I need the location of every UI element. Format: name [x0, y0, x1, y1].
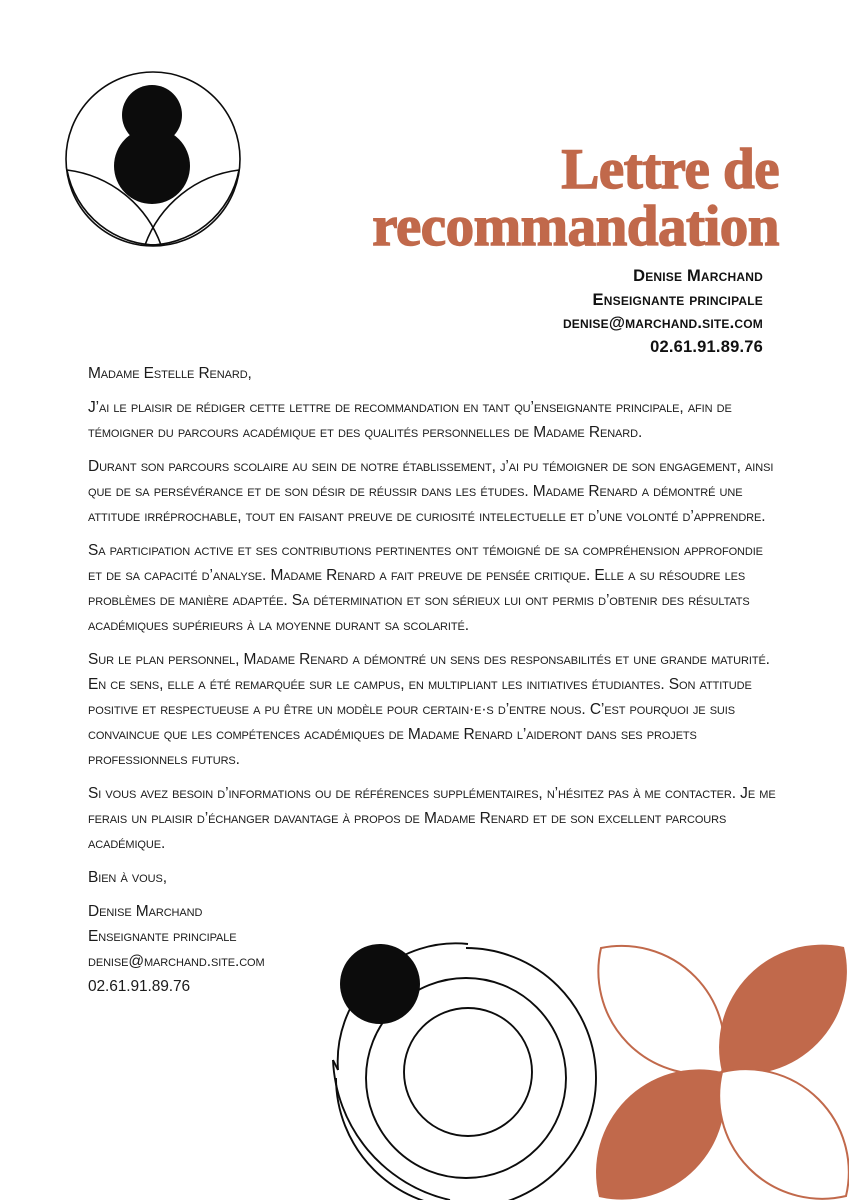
signature-role: Enseignante principale [88, 928, 237, 945]
flower-logo-svg [62, 60, 247, 255]
flower-logo-icon [62, 60, 247, 260]
closing: Bien à vous, [88, 869, 167, 886]
paragraph-5: Si vous avez besoin d’informations ou de références supplémentaires, n’hésitez pas à me contacter. Je me ferais un plaisir d’échanger davantage à propos de Madame Renard et de son excellent parcours académique. [88, 785, 776, 852]
sender-phone: 02.61.91.89.76 [650, 337, 763, 356]
signature-name: Denise Marchand [88, 903, 203, 920]
sender-role: Enseignante principale [592, 290, 763, 309]
signature-block [88, 899, 778, 999]
letter-body [88, 361, 778, 999]
sender-contact-block [563, 265, 763, 359]
salutation: Madame Estelle Renard, [88, 365, 252, 382]
document-title: Lettre de recommandation [372, 138, 779, 259]
sender-email: denise@marchand.site.com [562, 314, 763, 332]
signature-email: denise@marchand.site.com [88, 953, 265, 970]
paragraph-1: J’ai le plaisir de rédiger cette lettre de recommandation en tant qu’enseignante principale, afin de témoigner du parcours académique et des qualités personnelles de Madame Renard. [88, 399, 732, 441]
paragraph-3: Sa participation active et ses contributions pertinentes ont témoigné de sa compréhension approfondie et de sa capacité d’analyse. Madame Renard a fait preuve de pensée critique. Elle a su résoudre les problèmes de manière adaptée. Sa détermination et son sérieux lui ont permis d’obtenir des résultats académiques supérieurs à la moyenne durant sa scolarité. [88, 542, 763, 634]
signature-phone: 02.61.91.89.76 [88, 978, 191, 995]
paragraph-4: Sur le plan personnel, Madame Renard a démontré un sens des responsabilités et une grande maturité. En ce sens, elle a été remarquée sur le campus, en multipliant les initiatives étudiantes. Son attitude positive et respectueuse a pu être un modèle pour certain·e·s d’entre nous. C’est pourquoi je suis convaincue que les compétences académiques de Madame Renard l’aideront dans ses projets professionnels futurs. [88, 651, 770, 768]
paragraph-2: Durant son parcours scolaire au sein de notre établissement, j’ai pu témoigner de son engagement, ainsi que de sa persévérance et de son désir de réussir dans les études. Madame Renard a démontré une attitude irréprochable, tout en faisant preuve de curiosité intelectuelle et d’une volonté d’apprendre. [88, 458, 774, 525]
sender-name: Denise Marchand [633, 267, 763, 285]
